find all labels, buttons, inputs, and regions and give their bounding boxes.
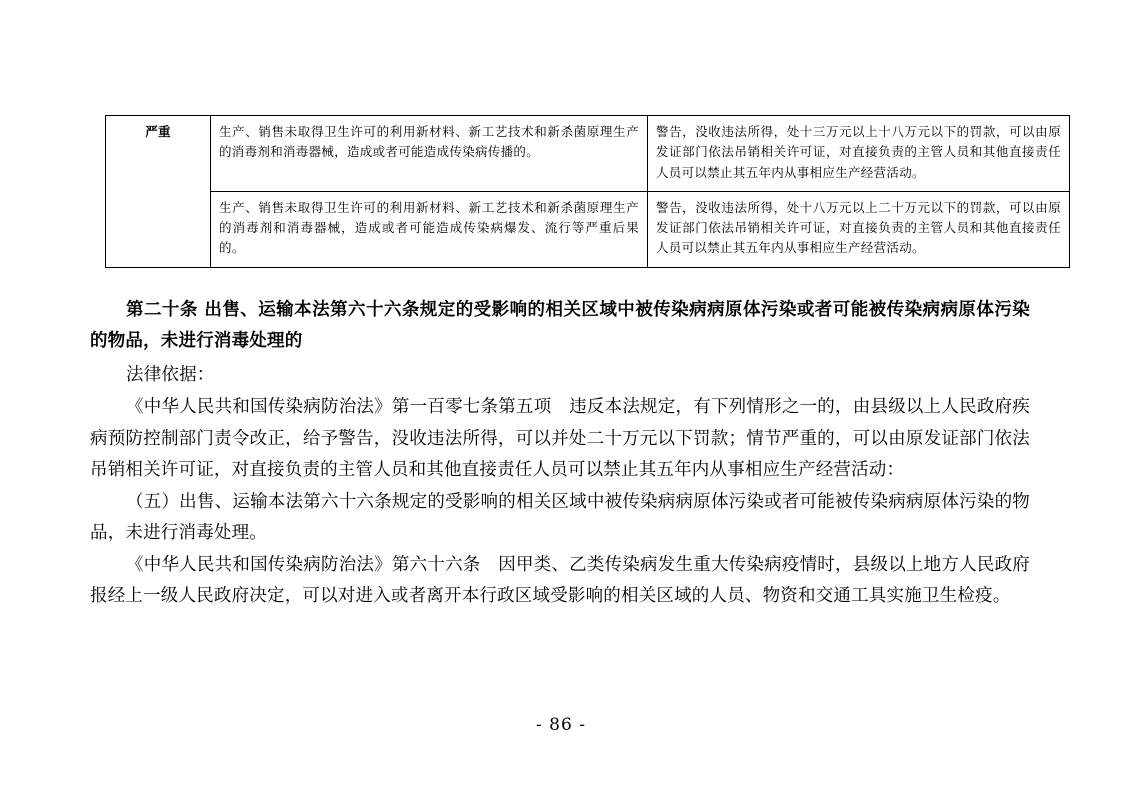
severity-cell: 严重 [106,116,211,268]
penalty-cell: 警告，没收违法所得，处十八万元以上二十万元以下的罚款，可以由原发证部门依法吊销相关许可证，对直接负责的主管人员和其他直接责任人员可以禁止其五年内从事相应生产经营活动。 [648,191,1070,267]
article-heading: 第二十条 出售、运输本法第六十六条规定的受影响的相关区域中被传染病病原体污染或者可能被传染病病原体污染的物品，未进行消毒处理的 [90,300,1030,352]
legal-basis-paragraph: 《中华人民共和国传染病防治法》第六十六条 因甲类、乙类传染病发生重大传染病疫情时，县级以上地方人民政府报经上一级人民政府决定，可以对进入或者离开本行政区域受影响的相关区域的人员、物资和交通工具实施卫生检疫。 [90,555,1030,607]
legal-basis-label: 法律依据： [126,365,215,386]
violation-act-cell: 生产、销售未取得卫生许可的利用新材料、新工艺技术和新杀菌原理生产的消毒剂和消毒器械，造成或者可能造成传染病传播的。 [211,116,648,192]
penalty-cell: 警告，没收违法所得，处十三万元以上十八万元以下的罚款，可以由原发证部门依法吊销相关许可证，对直接负责的主管人员和其他直接责任人员可以禁止其五年内从事相应生产经营活动。 [648,116,1070,192]
table-row [106,191,1070,267]
legal-basis-paragraph: 《中华人民共和国传染病防治法》第一百零七条第五项 违反本法规定，有下列情形之一的，由县级以上人民政府疾病预防控制部门责令改正，给予警告，没收违法所得，可以并处二十万元以下罚款；情节严重的，可以由原发证部门依法吊销相关许可证，对直接负责的主管人员和其他直接责任人员可以禁止其五年内从事相应生产经营活动： [90,397,1030,480]
table-row [106,116,1070,192]
page-number: - 86 - [536,715,586,735]
article-body [90,295,1030,613]
violation-act-cell: 生产、销售未取得卫生许可的利用新材料、新工艺技术和新杀菌原理生产的消毒剂和消毒器械，造成或者可能造成传染病爆发、流行等严重后果的。 [211,191,648,267]
legal-basis-paragraph: （五）出售、运输本法第六十六条规定的受影响的相关区域中被传染病病原体污染或者可能被传染病病原体污染的物品，未进行消毒处理。 [90,491,1030,543]
penalty-table [105,115,1070,268]
